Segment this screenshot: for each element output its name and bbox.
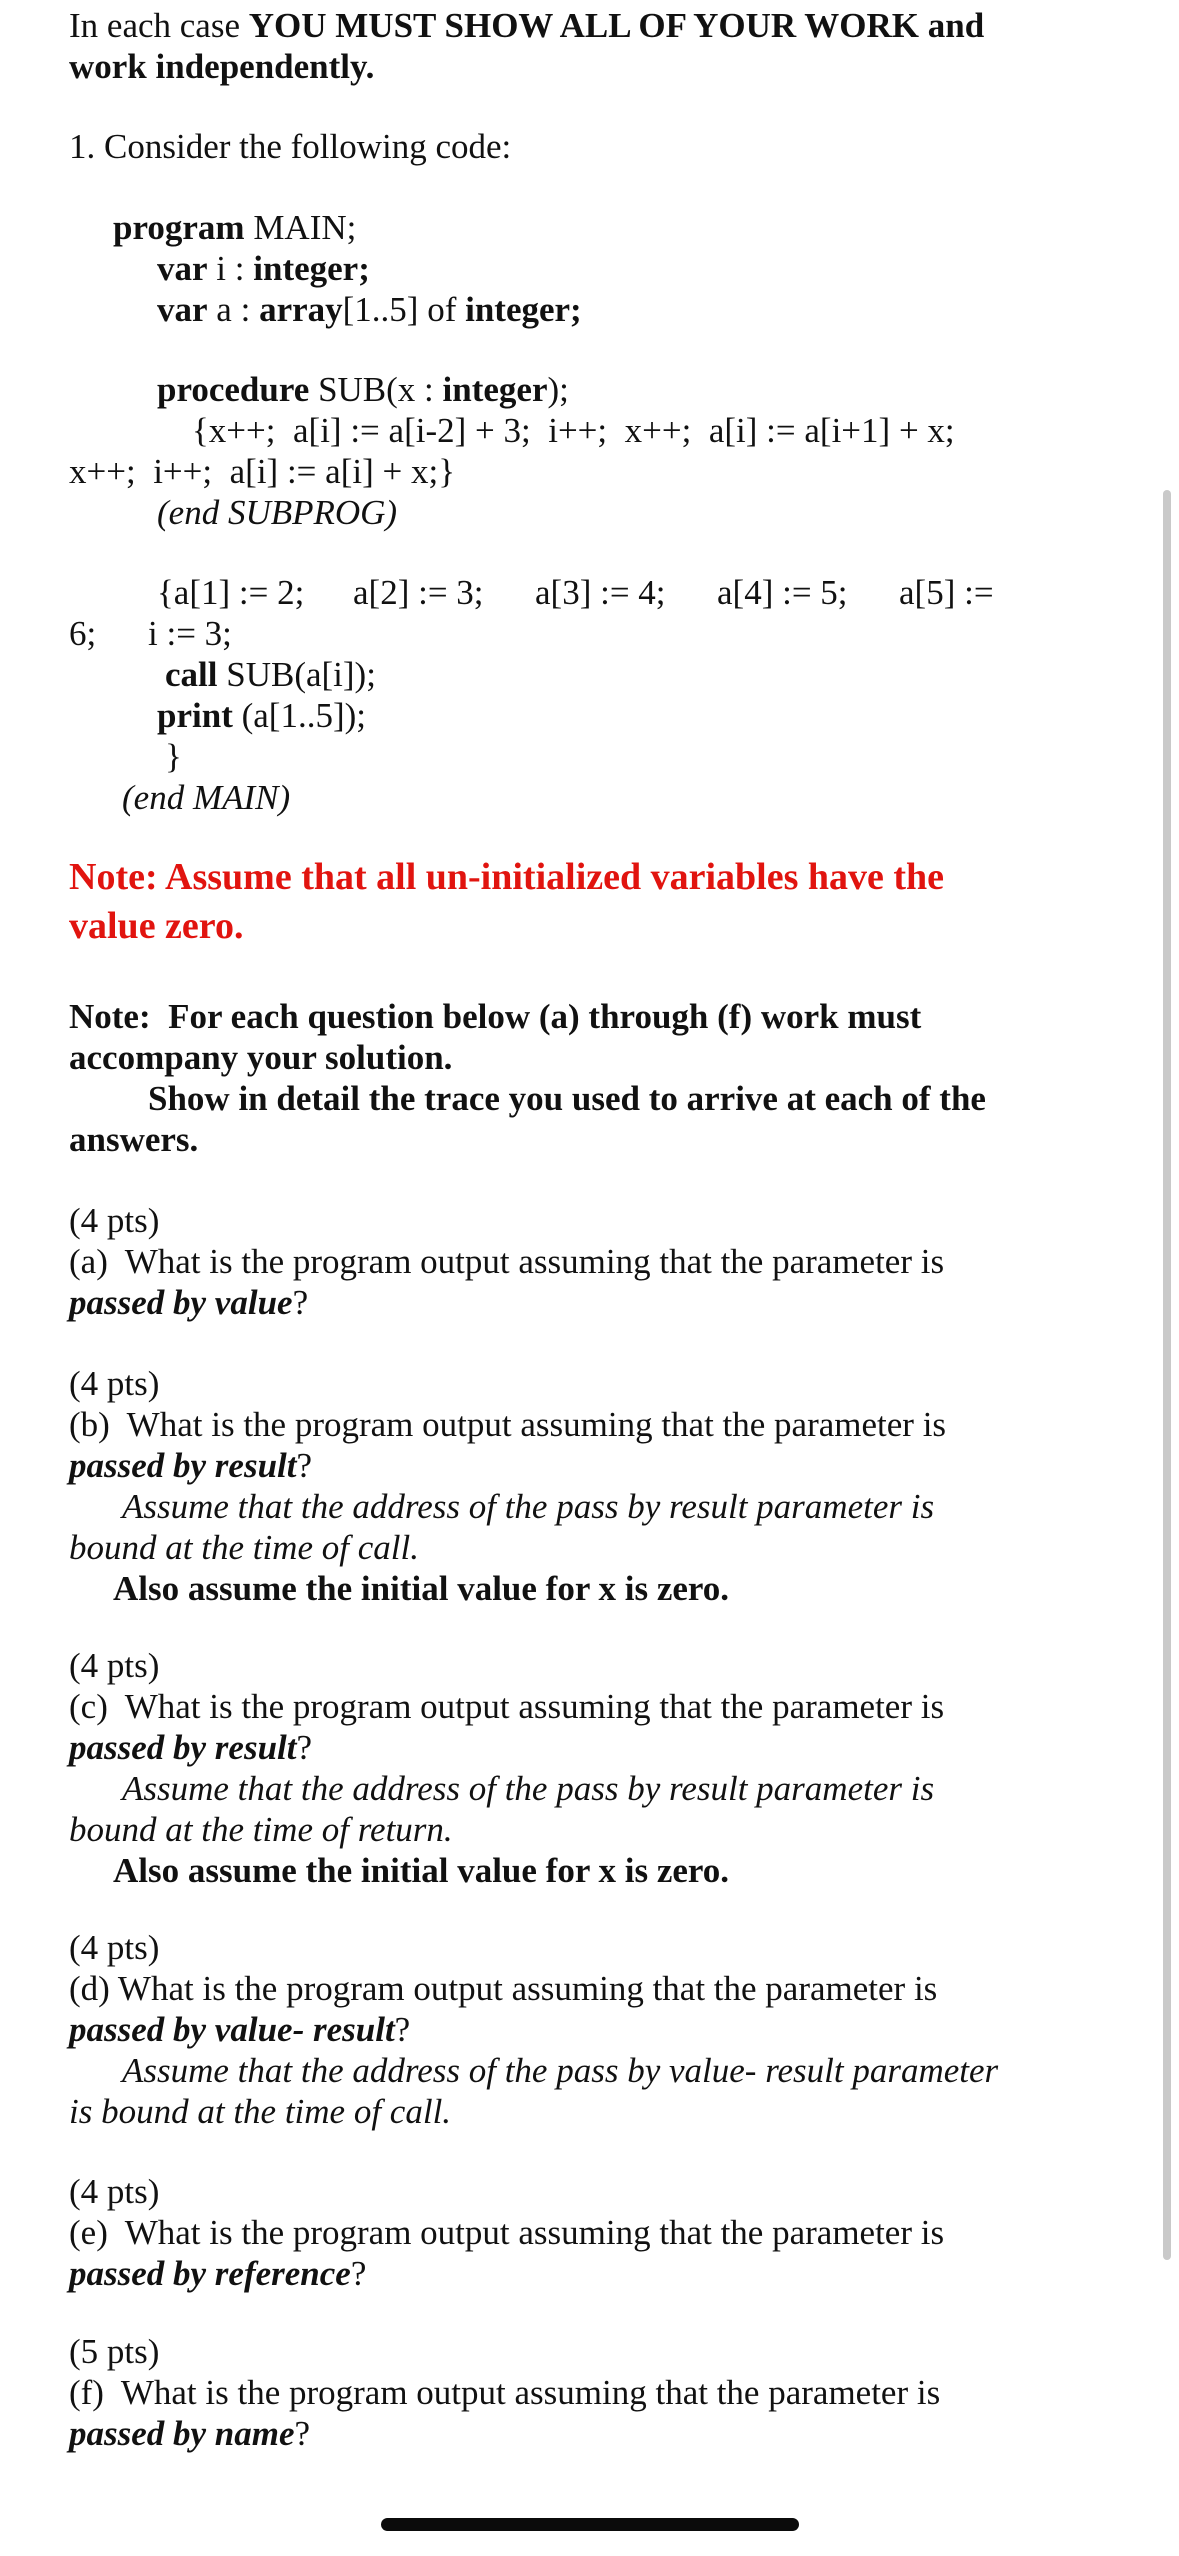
note-2-line-4: answers. [69,1120,199,1159]
question-mark: ? [292,1283,309,1322]
note-2-line-3: Show in detail the trace you used to arrive at each of the [148,1079,986,1118]
code-init-a3: a[3] := 4; [535,573,666,612]
question-mark: ? [294,2414,311,2453]
question-b-assumption-1: Assume that the address of the pass by result parameter is [122,1487,935,1526]
intro-line-2: work independently. [69,47,375,86]
keyword-var: var [157,249,208,288]
red-note-line-2: value zero. [69,905,244,947]
intro-line-1 [69,6,984,46]
code-var-i-line [157,249,370,289]
type-integer: integer; [465,290,582,329]
keyword-call: call [165,655,218,694]
procedure-signature-end: ); [547,370,569,409]
code-init-a5-value: 6; [69,614,97,653]
keyword-array: array [259,290,343,329]
question-b-assumption-2: bound at the time of call. [69,1528,419,1567]
keyword-var: var [157,290,208,329]
question-f-text: (f) What is the program output assuming that the parameter is [69,2373,941,2412]
keyword-program: program [113,208,245,247]
intro-bold-text: YOU MUST SHOW ALL OF YOUR WORK and [248,6,985,45]
question-e-text: (e) What is the program output assuming that the parameter is [69,2213,945,2252]
call-target: SUB(a[i]); [217,655,376,694]
code-procedure-line [157,370,569,410]
question-f-mode-line [69,2414,310,2454]
var-i-name: i : [207,249,254,288]
question-a-text: (a) What is the program output assuming that the parameter is [69,1242,945,1281]
code-close-brace: } [165,737,182,776]
question-b-text: (b) What is the program output assuming that the parameter is [69,1405,947,1444]
code-end-subprog: (end SUBPROG) [157,493,398,532]
code-call-line [165,655,376,695]
code-init-a1: {a[1] := 2; [157,573,305,612]
print-args: (a[1..5]); [232,696,366,735]
question-a-points: (4 pts) [69,1201,160,1240]
code-procedure-body-line-2: x++; i++; a[i] := a[i] + x;} [69,452,455,491]
keyword-procedure: procedure [157,370,310,409]
code-program-line [113,208,356,248]
var-a-name: a : [207,290,260,329]
code-init-a5: a[5] := [899,573,994,612]
question-e-mode-line [69,2254,366,2294]
question-b-also-assume: Also assume the initial value for x is zero. [113,1569,730,1608]
question-b-mode-line [69,1446,312,1486]
question-c-also-assume: Also assume the initial value for x is zero. [113,1851,730,1890]
question-mark: ? [350,2254,367,2293]
array-range: [1..5] of [342,290,466,329]
question-e-points: (4 pts) [69,2172,160,2211]
question-mark: ? [296,1446,313,1485]
procedure-signature: SUB(x : [309,370,443,409]
question-f-mode: passed by name [69,2414,295,2453]
code-var-a-line [157,290,582,330]
code-init-a2: a[2] := 3; [353,573,484,612]
question-d-points: (4 pts) [69,1928,160,1967]
question-d-assumption-2: is bound at the time of call. [69,2092,452,2131]
code-end-main: (end MAIN) [122,778,291,817]
keyword-print: print [157,696,233,735]
type-integer: integer; [253,249,370,288]
question-d-mode-line [69,2010,410,2050]
question-d-text: (d) What is the program output assuming that the parameter is [69,1969,938,2008]
question-c-mode-line [69,1728,312,1768]
question-1-heading: 1. Consider the following code: [69,127,512,166]
code-procedure-body-line-1: {x++; a[i] := a[i-2] + 3; i++; x++; a[i] := a[i+1] + x; [192,411,955,450]
question-f-points: (5 pts) [69,2332,160,2371]
question-a-mode-line [69,1283,308,1323]
question-a-mode: passed by value [69,1283,293,1322]
intro-prefix: In each case [69,6,249,45]
question-c-points: (4 pts) [69,1646,160,1685]
note-2-line-2: accompany your solution. [69,1038,453,1077]
question-b-mode: passed by result [69,1446,297,1485]
question-mark: ? [394,2010,411,2049]
note-2-line-1: Note: For each question below (a) through (f) work must [69,997,922,1036]
code-assign-i: i := 3; [148,614,232,653]
question-c-text: (c) What is the program output assuming that the parameter is [69,1687,945,1726]
question-c-assumption-2: bound at the time of return. [69,1810,453,1849]
question-b-points: (4 pts) [69,1364,160,1403]
home-indicator-bar[interactable] [381,2518,799,2531]
question-e-mode: passed by reference [69,2254,351,2293]
question-mark: ? [296,1728,313,1767]
code-init-a4: a[4] := 5; [717,573,848,612]
vertical-scrollbar[interactable] [1163,490,1171,2260]
program-name: MAIN; [244,208,357,247]
question-c-assumption-1: Assume that the address of the pass by result parameter is [122,1769,935,1808]
code-print-line [157,696,366,736]
question-d-mode: passed by value- result [69,2010,395,2049]
red-note-line-1: Note: Assume that all un-initialized variables have the [69,856,945,898]
question-d-assumption-1: Assume that the address of the pass by value- result parameter [122,2051,999,2090]
question-c-mode: passed by result [69,1728,297,1767]
type-integer: integer [442,370,548,409]
